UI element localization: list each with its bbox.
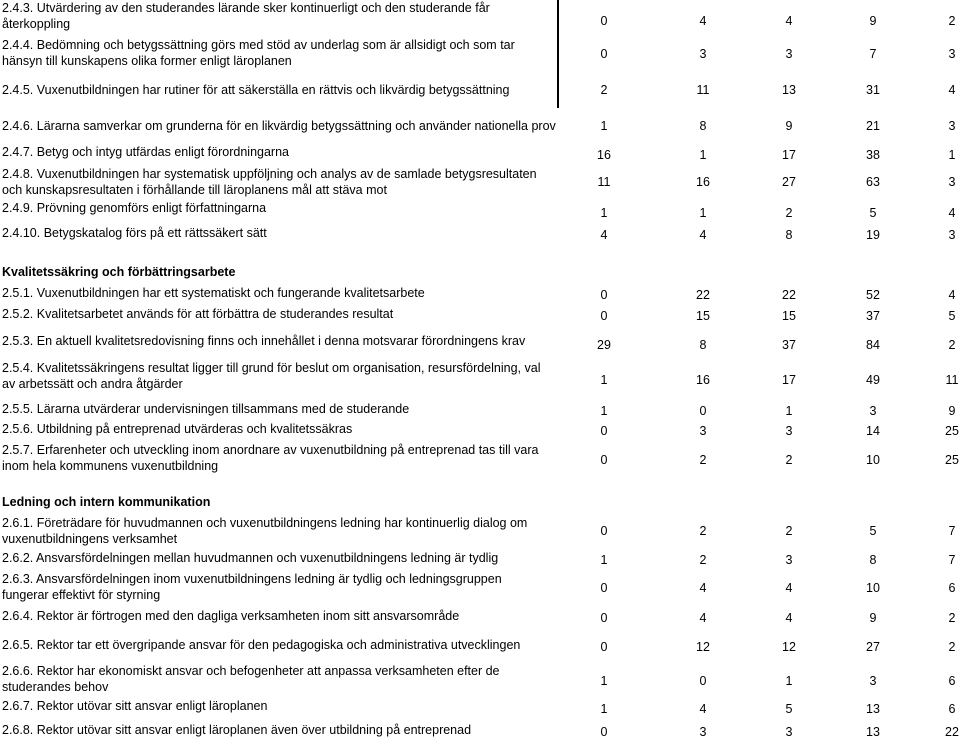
value-text: 27 bbox=[866, 640, 880, 654]
value-row bbox=[600, 724, 960, 740]
value-text: 37 bbox=[866, 309, 880, 323]
value-text: 16 bbox=[696, 373, 710, 387]
value-text: 49 bbox=[866, 373, 880, 387]
value-text: 4 bbox=[600, 228, 608, 242]
value-text: 3 bbox=[785, 725, 793, 739]
value-text: 3 bbox=[699, 47, 707, 61]
value-row bbox=[600, 610, 960, 626]
section-heading: Ledning och intern kommunikation bbox=[2, 495, 211, 509]
criterion-text: 2.6.1. Företrädare för huvudmannen och vuxenutbildningens ledning har kontinuerlig dialog om vuxenutbildningens verksamhet bbox=[2, 516, 528, 546]
value-text: 12 bbox=[782, 640, 796, 654]
value-text: 4 bbox=[785, 14, 793, 28]
value-text: 4 bbox=[699, 611, 707, 625]
value-row bbox=[600, 205, 960, 221]
value-text: 0 bbox=[699, 404, 707, 418]
value-text: 1 bbox=[948, 148, 956, 162]
value-text: 0 bbox=[600, 640, 608, 654]
value-text: 0 bbox=[600, 453, 608, 467]
value-text: 2 bbox=[699, 524, 707, 538]
value-text: 17 bbox=[782, 373, 796, 387]
value-text: 3 bbox=[948, 175, 956, 189]
value-text: 3 bbox=[785, 424, 793, 438]
value-text: 4 bbox=[699, 702, 707, 716]
value-text: 7 bbox=[948, 524, 956, 538]
value-text: 13 bbox=[866, 725, 880, 739]
value-text: 1 bbox=[600, 553, 608, 567]
value-row bbox=[600, 372, 960, 388]
value-text: 11 bbox=[945, 373, 959, 387]
value-row bbox=[600, 118, 960, 134]
value-row bbox=[600, 287, 960, 303]
value-text: 11 bbox=[597, 175, 611, 189]
value-text: 11 bbox=[696, 83, 710, 97]
value-text: 15 bbox=[696, 309, 710, 323]
value-text: 6 bbox=[948, 581, 956, 595]
criterion-text: 2.4.5. Vuxenutbildningen har rutiner för att säkerställa en rättvis och likvärdig betygssättning bbox=[2, 83, 510, 97]
value-text: 31 bbox=[866, 83, 880, 97]
value-text: 22 bbox=[782, 288, 796, 302]
value-text: 3 bbox=[785, 47, 793, 61]
value-text: 4 bbox=[948, 83, 956, 97]
value-text: 84 bbox=[866, 338, 880, 352]
value-text: 1 bbox=[699, 148, 707, 162]
value-text: 27 bbox=[782, 175, 796, 189]
criterion-text: 2.6.5. Rektor tar ett övergripande ansvar för den pedagogiska och administrativa utvecklingen bbox=[2, 638, 521, 652]
criterion-text: 2.5.7. Erfarenheter och utveckling inom anordnare av vuxenutbildning på entreprenad tas till vara inom hela kommunens vuxenutbildning bbox=[2, 443, 539, 473]
value-text: 4 bbox=[948, 206, 956, 220]
value-row bbox=[600, 673, 960, 689]
value-text: 0 bbox=[600, 309, 608, 323]
value-text: 37 bbox=[782, 338, 796, 352]
value-text: 1 bbox=[785, 674, 793, 688]
value-text: 5 bbox=[869, 524, 877, 538]
value-text: 8 bbox=[785, 228, 793, 242]
value-text: 1 bbox=[600, 702, 608, 716]
value-text: 9 bbox=[785, 119, 793, 133]
value-text: 15 bbox=[782, 309, 796, 323]
value-row bbox=[600, 82, 960, 98]
section-heading: Kvalitetssäkring och förbättringsarbete bbox=[2, 265, 236, 279]
value-text: 1 bbox=[600, 119, 608, 133]
value-text: 12 bbox=[696, 640, 710, 654]
value-text: 3 bbox=[785, 553, 793, 567]
value-text: 0 bbox=[600, 581, 608, 595]
value-text: 2 bbox=[600, 83, 608, 97]
value-text: 25 bbox=[945, 453, 959, 467]
value-text: 7 bbox=[869, 47, 877, 61]
criterion-text: 2.4.3. Utvärdering av den studerandes lärande sker kontinuerligt och den studerande får återkoppling bbox=[2, 1, 490, 31]
criterion-text: 2.5.4. Kvalitetssäkringens resultat ligger till grund för beslut om organisation, resursfördelning, val av arbetssätt och andra åtgärder bbox=[2, 361, 541, 391]
value-text: 13 bbox=[866, 702, 880, 716]
value-text: 10 bbox=[866, 453, 880, 467]
criterion-text: 2.6.2. Ansvarsfördelningen mellan huvudmannen och vuxenutbildningens ledning är tydlig bbox=[2, 551, 499, 565]
value-text: 3 bbox=[699, 725, 707, 739]
value-text: 2 bbox=[948, 338, 956, 352]
value-row bbox=[600, 227, 960, 243]
value-text: 16 bbox=[696, 175, 710, 189]
value-row bbox=[600, 523, 960, 539]
value-text: 4 bbox=[699, 14, 707, 28]
value-text: 2 bbox=[948, 640, 956, 654]
value-text: 6 bbox=[948, 674, 956, 688]
value-text: 4 bbox=[948, 288, 956, 302]
criterion-text: 2.4.4. Bedömning och betygssättning görs med stöd av underlag som är allsidigt och som tar hänsyn till kunskapens olika former enligt läroplanen bbox=[2, 38, 515, 68]
criterion-text: 2.5.6. Utbildning på entreprenad utvärderas och kvalitetssäkras bbox=[2, 422, 353, 436]
value-text: 52 bbox=[866, 288, 880, 302]
value-text: 13 bbox=[782, 83, 796, 97]
value-text: 2 bbox=[699, 553, 707, 567]
value-text: 17 bbox=[782, 148, 796, 162]
value-text: 3 bbox=[699, 424, 707, 438]
criterion-text: 2.6.8. Rektor utövar sitt ansvar enligt läroplanen även över utbildning på entreprenad bbox=[2, 723, 472, 737]
value-text: 1 bbox=[600, 373, 608, 387]
column-divider bbox=[557, 0, 559, 108]
criterion-text: 2.4.6. Lärarna samverkar om grunderna för en likvärdig betygssättning och använder nationella prov bbox=[2, 119, 556, 133]
criterion-text: 2.6.4. Rektor är förtrogen med den dagliga verksamheten inom sitt ansvarsområde bbox=[2, 609, 460, 623]
value-row bbox=[600, 701, 960, 717]
value-text: 7 bbox=[948, 553, 956, 567]
value-text: 1 bbox=[600, 404, 608, 418]
criterion-text: 2.5.1. Vuxenutbildningen har ett systematiskt och fungerande kvalitetsarbete bbox=[2, 286, 425, 300]
value-text: 2 bbox=[948, 611, 956, 625]
criterion-text: 2.6.3. Ansvarsfördelningen inom vuxenutbildningens ledning är tydlig och ledningsgruppen fungerar effektivt för styrning bbox=[2, 572, 502, 602]
value-text: 29 bbox=[597, 338, 611, 352]
value-text: 2 bbox=[699, 453, 707, 467]
value-text: 25 bbox=[945, 424, 959, 438]
value-text: 9 bbox=[869, 611, 877, 625]
criterion-text: 2.5.2. Kvalitetsarbetet används för att förbättra de studerandes resultat bbox=[2, 307, 394, 321]
value-text: 21 bbox=[866, 119, 880, 133]
value-text: 3 bbox=[948, 47, 956, 61]
criterion-text: 2.5.3. En aktuell kvalitetsredovisning finns och innehållet i denna motsvarar förordningens krav bbox=[2, 334, 526, 348]
value-text: 2 bbox=[785, 206, 793, 220]
value-text: 0 bbox=[600, 424, 608, 438]
value-text: 14 bbox=[866, 424, 880, 438]
value-text: 1 bbox=[600, 674, 608, 688]
value-text: 0 bbox=[600, 524, 608, 538]
value-text: 2 bbox=[785, 524, 793, 538]
value-row bbox=[597, 147, 960, 163]
value-text: 0 bbox=[600, 611, 608, 625]
value-row bbox=[600, 403, 960, 419]
value-text: 5 bbox=[785, 702, 793, 716]
value-text: 38 bbox=[866, 148, 880, 162]
value-text: 19 bbox=[866, 228, 880, 242]
value-text: 0 bbox=[699, 674, 707, 688]
value-text: 10 bbox=[866, 581, 880, 595]
value-text: 9 bbox=[869, 14, 877, 28]
value-text: 0 bbox=[600, 14, 608, 28]
value-text: 8 bbox=[699, 119, 707, 133]
criterion-text: 2.6.6. Rektor har ekonomiskt ansvar och befogenheter att anpassa verksamheten efter de studerandes behov bbox=[2, 664, 500, 694]
value-text: 3 bbox=[948, 119, 956, 133]
criterion-text: 2.4.9. Prövning genomförs enligt författningarna bbox=[2, 201, 267, 215]
value-text: 3 bbox=[869, 674, 877, 688]
value-text: 4 bbox=[785, 611, 793, 625]
value-text: 16 bbox=[597, 148, 611, 162]
value-text: 5 bbox=[869, 206, 877, 220]
value-row bbox=[597, 337, 960, 353]
value-text: 8 bbox=[869, 553, 877, 567]
value-row bbox=[597, 174, 960, 190]
value-text: 1 bbox=[699, 206, 707, 220]
value-text: 4 bbox=[785, 581, 793, 595]
value-text: 3 bbox=[869, 404, 877, 418]
value-text: 2 bbox=[948, 14, 956, 28]
criterion-text: 2.5.5. Lärarna utvärderar undervisningen tillsammans med de studerande bbox=[2, 402, 410, 416]
criterion-text: 2.6.7. Rektor utövar sitt ansvar enligt läroplanen bbox=[2, 699, 268, 713]
value-text: 22 bbox=[945, 725, 959, 739]
value-row bbox=[600, 423, 960, 439]
value-text: 0 bbox=[600, 288, 608, 302]
value-row bbox=[600, 552, 960, 568]
value-text: 1 bbox=[785, 404, 793, 418]
value-text: 4 bbox=[699, 581, 707, 595]
value-text: 4 bbox=[699, 228, 707, 242]
value-row bbox=[600, 308, 960, 324]
value-row bbox=[600, 580, 960, 596]
criterion-text: 2.4.10. Betygskatalog förs på ett rättssäkert sätt bbox=[2, 226, 267, 240]
value-text: 9 bbox=[948, 404, 956, 418]
value-text: 3 bbox=[948, 228, 956, 242]
value-text: 8 bbox=[699, 338, 707, 352]
value-text: 6 bbox=[948, 702, 956, 716]
value-text: 0 bbox=[600, 725, 608, 739]
value-text: 0 bbox=[600, 47, 608, 61]
value-text: 1 bbox=[600, 206, 608, 220]
value-row bbox=[600, 452, 960, 468]
value-text: 5 bbox=[948, 309, 956, 323]
criterion-text: 2.4.7. Betyg och intyg utfärdas enligt förordningarna bbox=[2, 145, 289, 159]
value-row bbox=[600, 46, 960, 62]
value-text: 63 bbox=[866, 175, 880, 189]
criterion-text: 2.4.8. Vuxenutbildningen har systematisk uppföljning och analys av de samlade betygsresultaten och kunskapsresultaten i förhållande till läroplanens mål att stäva mot bbox=[2, 167, 537, 197]
value-row bbox=[600, 639, 960, 655]
value-row bbox=[600, 13, 960, 29]
value-text: 2 bbox=[785, 453, 793, 467]
value-text: 22 bbox=[696, 288, 710, 302]
